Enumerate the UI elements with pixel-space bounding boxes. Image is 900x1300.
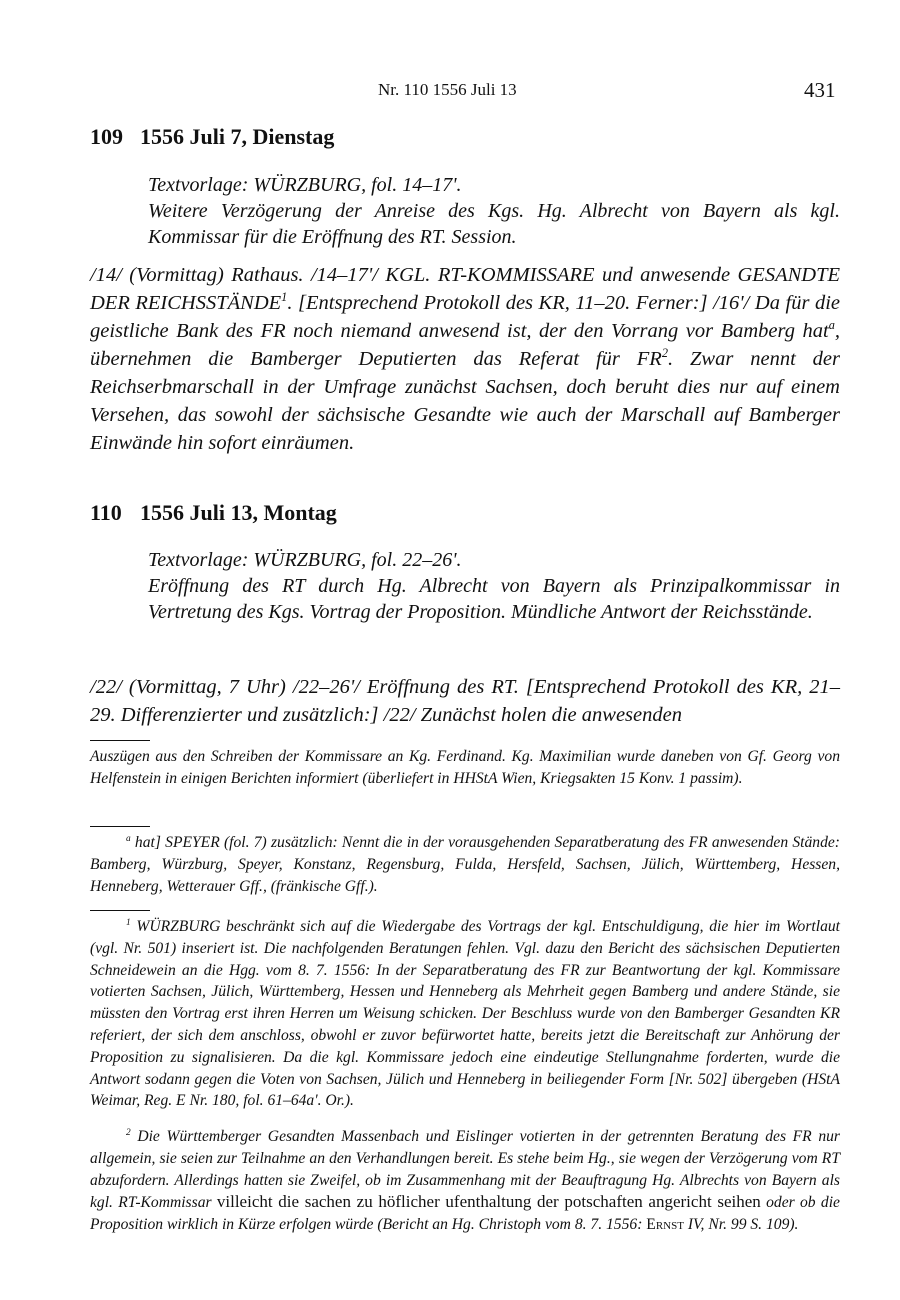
footnote-text: IV, Nr. 99 S. 109). <box>683 1216 799 1234</box>
body-text: . [Entsprechend Protokoll des KR, 11–20. Ferner:] /16'/ Da für die geistliche Bank des FR noch niemand anwesend ist, der den Vorrang vor Bamberg hat <box>90 292 841 342</box>
footnote-text: Die Württemberger Gesandten Massenbach und Eislinger votierten in der getrennten Beratung des FR nur allgemein, sie seien zur Teilnahme an den Verhandlungen bereit. Es stehe beim Hg., sie wegen der Verzögerung vom RT abzufordern. Allerdings hatten sie Zweifel, ob im Zusammenhang mit der Beauftragung Hg. Albrechts von Bayern als kgl. RT-Kommissar <box>90 1128 840 1212</box>
footnote-1 <box>90 916 840 1112</box>
footnote-text: hat] SPEYER (fol. 7) zusätzlich: Nennt die in der vorausgehenden Separatberatung des FR anwesenden Stände: Bamberg, Würzburg, Speyer, Konstanz, Regensburg, Fulda, Hersfeld, Sachsen, Jülich, Württemberg, Hessen, Henneberg, Wetterauer Gff., (fränkische Gff.). <box>90 834 840 895</box>
body-text: . Zwar nennt der Reichserbmarschall in der Umfrage zunächst Sachsen, doch beruht dies nur auf einem Versehen, das sowohl der sächsische Gesandte wie auch der Marschall auf Bamberger Einwände hin sofort einräumen. <box>90 348 840 454</box>
footnote-divider <box>90 910 150 911</box>
body-text: , übernehmen die Bamberger Deputierten das Referat für FR <box>90 320 840 370</box>
entry-title: 1556 Juli 13, Montag <box>140 500 337 525</box>
entry-109-source <box>148 172 840 250</box>
footnote-ref-a[interactable]: a <box>828 318 835 333</box>
running-head-title: Nr. 110 1556 Juli 13 <box>378 80 517 99</box>
summary: Weitere Verzögerung der Anreise des Kgs. Hg. Albrecht von Bayern als kgl. Kommissar für die Eröffnung des RT. Session. <box>148 200 840 248</box>
body-text: /14/ (Vormittag) Rathaus. /14–17'/ KGL. RT-KOMMISSARE und anwesende GESANDTE DER REICHSSTÄNDE <box>90 264 840 314</box>
source-line: Textvorlage: WÜRZBURG, fol. 14–17'. <box>148 174 462 196</box>
entry-title: 1556 Juli 7, Dienstag <box>140 124 335 149</box>
entry-109-body <box>90 261 840 457</box>
footnote-text: WÜRZBURG beschränkt sich auf die Wiedergabe des Vortrags der kgl. Entschuldigung, die hier im Wortlaut (vgl. Nr. 501) inseriert ist. Die nachfolgenden Beratungen fehlen. Vgl. dazu den Bericht des sächsischen Deputierten Schneidewein an die Hgg. vom 8. 7. 1556: In der Separatberatung des FR zur Beantwortung der kgl. Kommissare votierten Sachsen, Jülich, Württemberg, Hessen und Henneberg als Mehrheit gegen Bamberg und andere Stände, sie müssten den Vortrag erst ihren Herren um Weisung schicken. Der Beschluss wurde von den Bamberger Gesandten KR referiert, der sich dem anschloss, obwohl er zuvor befürwortet hatte, bereits jetzt die Bereitschaft zur Anhörung der Proposition zu signalisieren. Da die kgl. Kommissare jedoch eine eindeutige Stellungnahme forderten, wurde die Antwort sodann gegen die Voten von Sachsen, Jülich und Henneberg in beiliegender Form [Nr. 502] übergeben (HStA Weimar, Reg. E Nr. 180, fol. 61–64a'. Or.). <box>90 918 840 1110</box>
footnote-2 <box>90 1126 840 1236</box>
footnote-a <box>90 832 840 897</box>
entry-110-source <box>148 547 840 625</box>
footnote-ref-2[interactable]: 2 <box>661 346 668 361</box>
page-number: 431 <box>804 78 836 102</box>
quoted-source-text: villeicht die sachen zu höflicher ufenthaltung der potschaften angericht seihen <box>216 1192 761 1212</box>
footnote-mark: 2 <box>126 1127 131 1138</box>
footnote-divider <box>90 826 150 827</box>
author-name: Ernst <box>646 1216 684 1234</box>
footnote-continued: Auszügen aus den Schreiben der Kommissare an Kg. Ferdinand. Kg. Maximilian wurde daneben von Gf. Georg von Helfenstein in einigen Berichten informiert (überliefert in HHStA Wien, Kriegsakten 15 Konv. 1 passim). <box>90 748 840 787</box>
footnote-text: oder ob die Proposition wirklich in Kürze erfolgen würde (Bericht an Hg. Christoph vom 8. 7. 1556: <box>90 1194 840 1234</box>
body-text: /22/ (Vormittag, 7 Uhr) /22–26'/ Eröffnung des RT. [Entsprechend Protokoll des KR, 21–29. Differenzierter und zusätzlich:] /22/ Zunächst holen die anwesenden <box>90 676 840 726</box>
source-line: Textvorlage: WÜRZBURG, fol. 22–26'. <box>148 549 462 571</box>
summary: Eröffnung des RT durch Hg. Albrecht von Bayern als Prinzipalkommissar in Vertretung des Kgs. Vortrag der Proposition. Mündliche Antwort der Reichsstände. <box>148 575 840 623</box>
entry-number: 110 <box>90 500 122 525</box>
footnote-divider <box>90 740 150 741</box>
footnote-mark: 1 <box>126 917 131 928</box>
footnote-ref-1[interactable]: 1 <box>281 290 288 305</box>
entry-110-heading <box>90 500 337 526</box>
entry-109-heading <box>90 124 334 150</box>
entry-110-body <box>90 673 840 729</box>
entry-number: 109 <box>90 124 123 149</box>
footnote-mark: a <box>126 833 131 844</box>
